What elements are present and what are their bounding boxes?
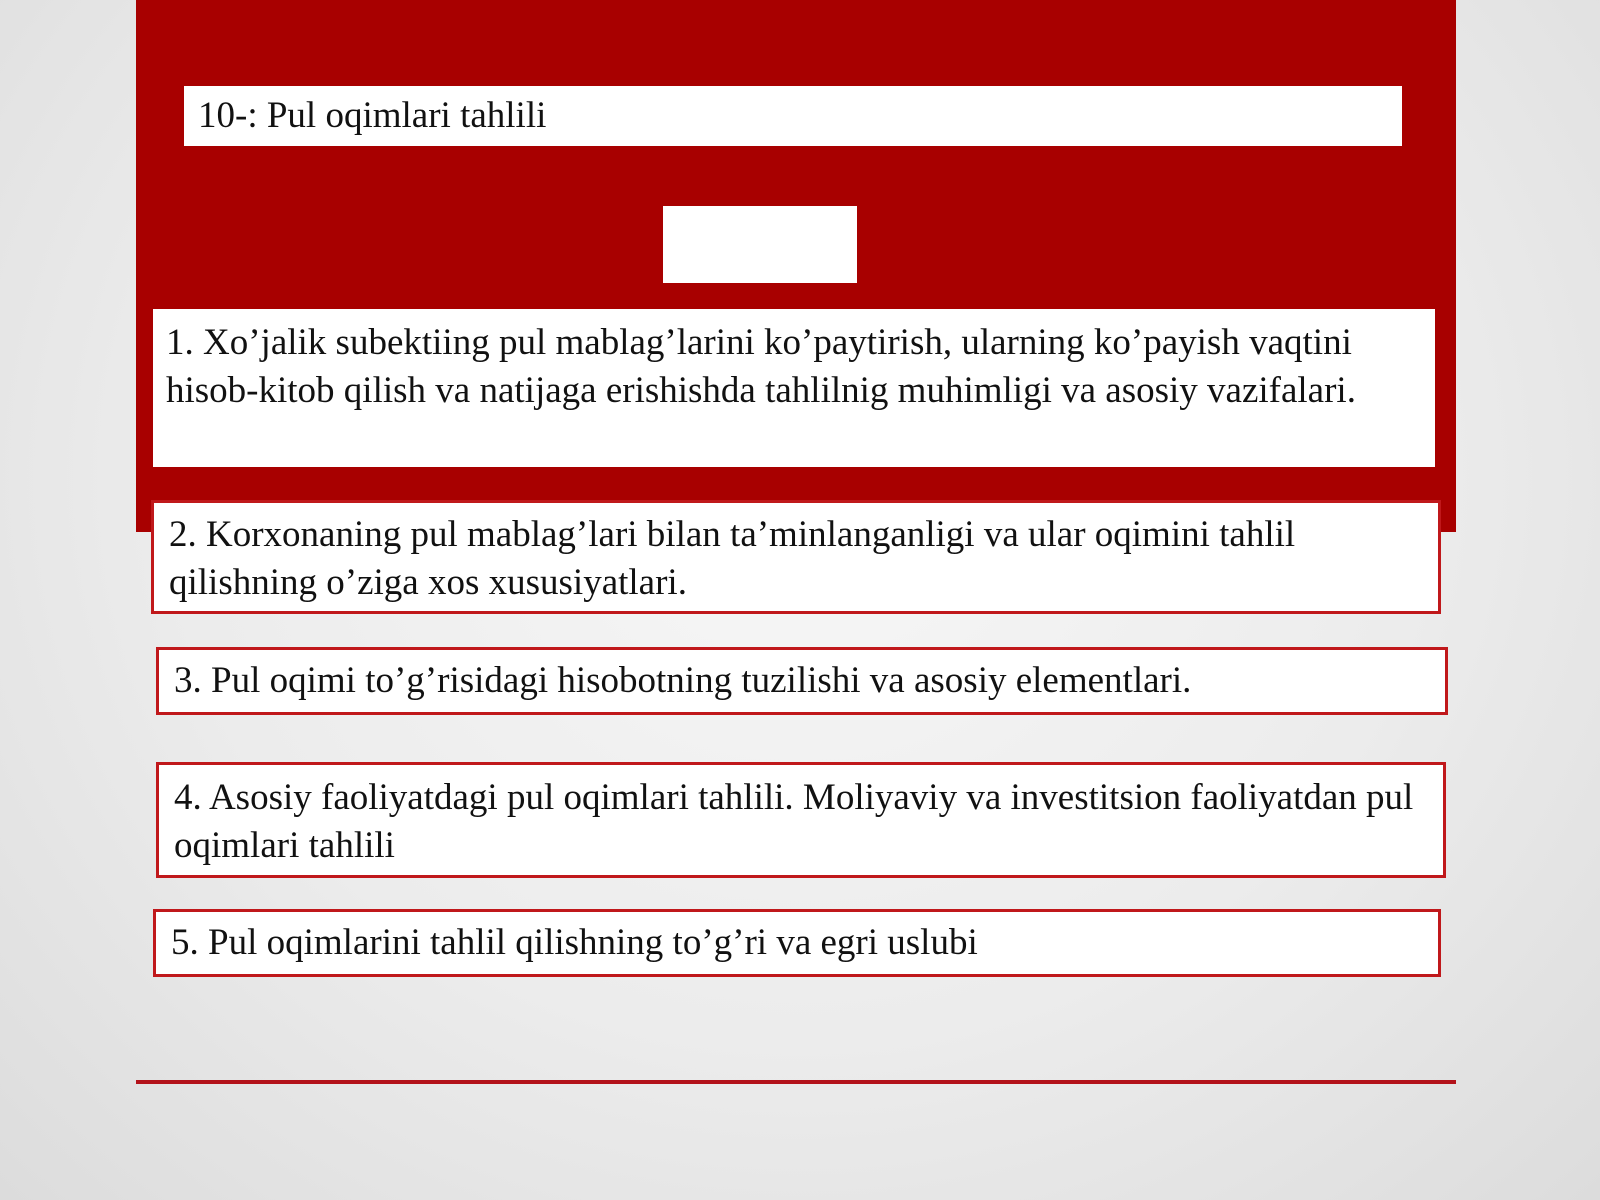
list-item-1: 1. Xo’jalik subektiing pul mablag’larini ko’paytirish, ularning ko’payish vaqtini hisob-kitob qilish va natijaga erishishda tahlilnig muhimligi va asosiy vazifalari. (153, 309, 1435, 467)
list-item-2: 2. Korxonaning pul mablag’lari bilan ta’minlanganligi va ular oqimini tahlil qilishning o’ziga xos xususiyatlari. (151, 500, 1441, 614)
list-item-5: 5. Pul oqimlarini tahlil qilishning to’g’ri va egri uslubi (153, 909, 1441, 977)
bottom-divider (136, 1080, 1456, 1084)
blank-box (663, 206, 857, 283)
list-item-3: 3. Pul oqimi to’g’risidagi hisobotning tuzilishi va asosiy elementlari. (156, 647, 1448, 715)
slide-title: 10-: Pul oqimlari tahlili (184, 86, 1402, 146)
list-item-4: 4. Asosiy faoliyatdagi pul oqimlari tahlili. Moliyaviy va investitsion faoliyatdan pul oqimlari tahlili (156, 762, 1446, 878)
